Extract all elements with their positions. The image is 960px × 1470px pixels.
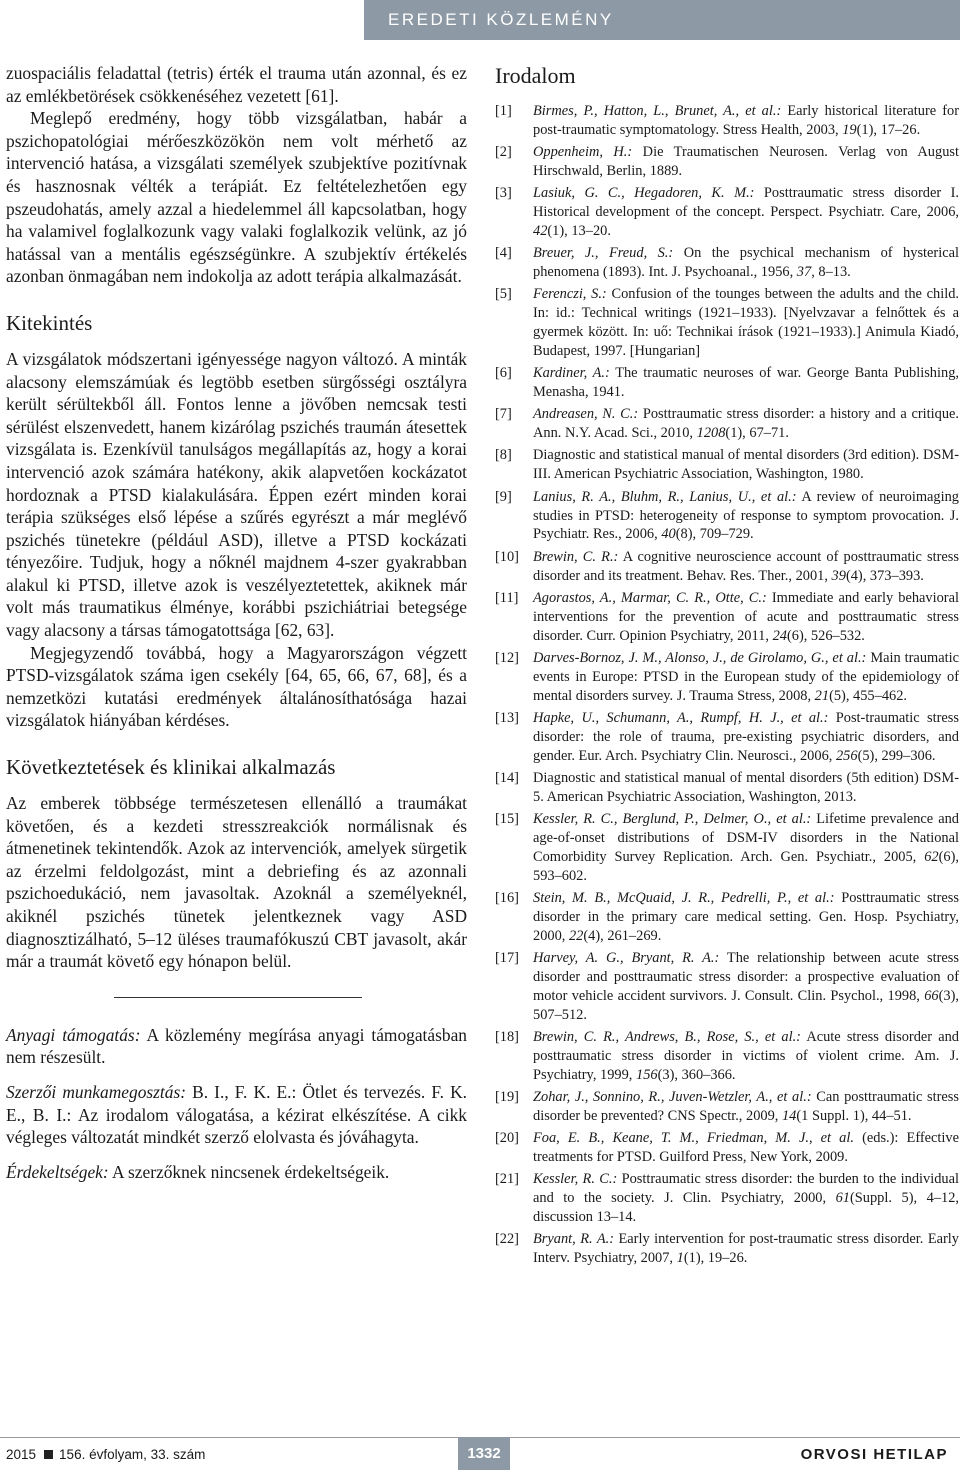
footer-issue-info xyxy=(6,1447,205,1462)
reference-item xyxy=(495,143,959,181)
reference-item xyxy=(495,1028,959,1085)
authors-text: B. I., F. K. E.: Ötlet és tervezés. F. K. E., B. I.: Az irodalom válogatása, a kézirat elkészítése. A cikk végleges változatát mindkét szerző elolvasta és jóváhagyta. xyxy=(6,1081,467,1148)
reference-authors: Bryant, R. A.: xyxy=(533,1230,615,1247)
reference-body: Posttraumatic stress disorder in the primary care medical setting. Gen. Hosp. Psychiatry, 2000, xyxy=(533,889,959,944)
reference-text xyxy=(533,769,959,807)
reference-pages: (4), 261–269. xyxy=(583,927,662,944)
reference-number: [22] xyxy=(495,1230,519,1247)
reference-volume: 40 xyxy=(661,526,676,543)
reference-text xyxy=(533,1028,959,1085)
reference-item xyxy=(495,244,959,282)
reference-body: On the psychical mechanism of hysterical phenomena (1893). Int. J. Psychoanal., 1956, xyxy=(533,245,959,281)
reference-number: [3] xyxy=(495,185,512,202)
reference-pages: (3), 507–512. xyxy=(533,987,959,1023)
reference-body: Main traumatic events in Europe: PTSD in the European study of the epidemiology of mental disorders survey. J. Trauma Stress, 2008, xyxy=(533,649,959,704)
reference-authors: Harvey, A. G., Bryant, R. A.: xyxy=(533,949,720,966)
reference-text xyxy=(533,446,959,484)
reference-item xyxy=(495,769,959,807)
reference-item xyxy=(495,285,959,361)
reference-authors: Darves-Bornoz, J. M., Alonso, J., de Girolamo, G., et al.: xyxy=(533,649,867,666)
reference-number: [9] xyxy=(495,488,512,505)
reference-authors: Kardiner, A.: xyxy=(533,365,610,382)
reference-item xyxy=(495,810,959,886)
heading-kovetkeztetesek: Következtetések és klinikai alkalmazás xyxy=(6,755,336,780)
interest-text: A szerzőknek nincsenek érdekeltségeik. xyxy=(108,1161,390,1182)
references-title: Irodalom xyxy=(495,63,576,88)
reference-body: Posttraumatic stress disorder I. Historical development of the concept. Perspect. Psychiatr. Care, 2006, xyxy=(533,185,959,221)
reference-volume: 14 xyxy=(781,1107,797,1124)
paragraph-3: A vizsgálatok módszertani igényessége nagyon változó. A minták alacsony elemszámúak és legtöbb esetben sürgősségi osztályra került sérültekből áll. Fontos lenne a jövőben nemcsak testi sérülést elszenvedett, hanem kizárólag pszichés traumán átesettek vizsgálata is. Ezenkívül tanulságos megállapítás az, hogy a korai intervenció azok számára hatékony, akik alapvetően kockázatot hordoznak a PTSD kialakulására. Éppen ezért minden korai terápia szükséges első lépése a szűrés egyrészt a már meglévő pszichés tünetekre (például ASD), illetve a PTSD kockázati tényezőire. Tudjuk, hogy a nőknél majdnem 4-szer gyakrabban alakul ki PTSD, illetve azok is veszélyeztetettek, akiknek már volt más traumatikus élménye, korábbi pszichiátriai betegsége vagy alacsony a társas támogatottsága [62, 63]. xyxy=(6,348,467,641)
reference-item xyxy=(495,1230,959,1268)
reference-number: [13] xyxy=(495,709,519,726)
reference-authors: Andreasen, N. C.: xyxy=(533,406,639,423)
reference-text xyxy=(533,184,959,241)
section-header-bar xyxy=(364,0,960,40)
reference-body: Posttraumatic stress disorder: the burden to the individual and to the society. J. Clin. Psychiatry, 2000, xyxy=(533,1170,959,1206)
reference-authors: Hapke, U., Schumann, A., Rumpf, H. J., et al.: xyxy=(533,709,829,726)
reference-authors: Ferenczi, S.: xyxy=(533,286,607,303)
funding-note xyxy=(6,1024,467,1069)
reference-pages: (6), 526–532. xyxy=(786,627,865,644)
reference-volume: 61 xyxy=(835,1189,850,1206)
funding-label: Anyagi támogatás: xyxy=(6,1024,141,1045)
reference-volume: 62 xyxy=(924,848,939,865)
page-footer xyxy=(0,1437,960,1470)
reference-number: [7] xyxy=(495,406,512,423)
reference-body: Die Traumatischen Neurosen. Verlag von August Hirschwald, Berlin, 1889. xyxy=(533,144,959,180)
reference-text xyxy=(533,244,959,282)
authors-note xyxy=(6,1081,467,1149)
reference-item xyxy=(495,548,959,586)
reference-pages: (1), 19–26. xyxy=(683,1249,748,1266)
reference-item xyxy=(495,589,959,646)
paragraph-4: Megjegyzendő továbbá, hogy a Magyarországon végzett PTSD-vizsgálatok száma igen csekély [64, 65, 66, 67, 68], és a nemzetközi kutatási eredmények általánosíthatósága hazai vizsgálatok hiányában kérdéses. xyxy=(6,642,467,731)
reference-number: [6] xyxy=(495,365,512,382)
paragraph-2: Meglepő eredmény, hogy több vizsgálatban, habár a pszichopatológiai mérőeszközökön nem volt mérhető az intervenció hatása, a vizsgálati személyek szubjektíve pozitívnak és hasznosnak vélték a terápiát. Ez feltételezhetően egy pszeudohatás, amely azzal a hiedelemmel áll kapcsolatban, hogy ha valamivel foglalkozunk vagy valaki foglalkozik velünk, az jó hatással van a mentális egészségünkre. A szubjektív értékelés azonban önmagában nem indokolja az adott terápia alkalmazását. xyxy=(6,108,467,287)
reference-text xyxy=(533,1230,959,1268)
reference-body: The relationship between acute stress disorder and posttraumatic stress disorder: a prospective evaluation of motor vehicle accident survivors. J. Consult. Clin. Psychol., 1998, xyxy=(533,949,959,1004)
reference-volume: 39 xyxy=(831,567,846,584)
reference-authors: Birmes, P., Hatton, L., Brunet, A., et al.: xyxy=(533,103,782,119)
reference-body: Lifetime prevalence and age-of-onset distributions of DSM-IV disorders in the National Comorbidity Survey Replication. Arch. Gen. Psychiatr., 2005, xyxy=(533,810,959,865)
reference-text xyxy=(533,405,959,443)
reference-body: Early historical literature for post-traumatic symptomatology. Stress Health, 2003, xyxy=(533,103,959,138)
reference-pages: (3), 360–366. xyxy=(657,1066,736,1083)
reference-pages: (1), 67–71. xyxy=(725,425,789,442)
reference-text xyxy=(533,889,959,946)
reference-number: [19] xyxy=(495,1088,519,1105)
reference-text xyxy=(533,364,959,402)
reference-number: [20] xyxy=(495,1129,519,1146)
reference-body: (eds.): Effective treatments for PTSD. Guilford Press, New York, 2009. xyxy=(533,1129,960,1165)
right-column xyxy=(495,62,959,1271)
reference-body: Immediate and early behavioral interventions for the prevention of acute and posttraumatic stress disorder. Curr. Opinion Psychiatry, 2011, xyxy=(533,589,959,644)
reference-number: [17] xyxy=(495,949,519,966)
reference-item xyxy=(495,1129,959,1167)
reference-body: Confusion of the tounges between the adults and the child. In: id.: Technical writings (1921–1933). [Nyelvzavar a felnőttek és a gyermek között. In: uő: Technikai írások (1921–1933).] Animula Kiadó, Budapest, 1997. [Hungarian] xyxy=(533,286,960,360)
reference-body: A review of neuroimaging studies in PTSD: heterogeneity of response to symptom provocation. J. Psychiatr. Res., 2006, xyxy=(533,488,959,543)
reference-item xyxy=(495,446,959,484)
reference-volume: 22 xyxy=(568,927,584,944)
reference-authors: Stein, M. B., McQuaid, J. R., Pedrelli, P., et al.: xyxy=(533,889,835,906)
reference-body: Posttraumatic stress disorder: a history and a critique. Ann. N.Y. Acad. Sci., 2010, xyxy=(533,406,959,442)
reference-number: [4] xyxy=(495,245,512,262)
reference-number: [12] xyxy=(495,649,519,666)
reference-text xyxy=(533,285,959,361)
reference-pages: (1), 17–26. xyxy=(856,121,921,138)
reference-item xyxy=(495,1170,959,1227)
reference-authors: Lanius, R. A., Bluhm, R., Lanius, U., et al.: xyxy=(533,488,797,505)
reference-pages: (8), 709–729. xyxy=(675,526,754,543)
reference-volume: 21 xyxy=(814,687,830,704)
reference-volume: 24 xyxy=(772,627,787,644)
reference-item xyxy=(495,102,959,140)
reference-pages: (6), 593–602. xyxy=(533,848,959,884)
reference-body: Can posttraumatic stress disorder be prevented? CNS Spectr., 2009, xyxy=(533,1088,960,1124)
reference-item xyxy=(495,649,959,706)
reference-body: Acute stress disorder and posttraumatic stress disorder in victims of violent crime. Am. J. Psychiatry, 1999, xyxy=(533,1028,959,1083)
reference-pages: (Suppl. 5), 4–12, discussion 13–14. xyxy=(533,1189,960,1225)
reference-text xyxy=(533,143,959,181)
footer-issue: 156. évfolyam, 33. szám xyxy=(59,1447,206,1462)
paragraph-1: zuospaciális feladattal (tetris) érték el trauma után azonnal, és ez az emlékbetörések csökkenéséhez vezetett [61]. xyxy=(6,63,467,106)
page-number: 1332 xyxy=(458,1437,510,1470)
reference-number: [18] xyxy=(495,1028,519,1045)
reference-volume: 1 xyxy=(676,1249,684,1266)
interest-label: Érdekeltségek: xyxy=(6,1161,109,1182)
reference-number: [11] xyxy=(495,589,519,606)
reference-body: The traumatic neuroses of war. George Banta Publishing, Menasha, 1941. xyxy=(533,365,959,401)
reference-authors: Breuer, J., Freud, S.: xyxy=(533,245,674,262)
reference-authors: Kessler, R. C., Berglund, P., Delmer, O., et al.: xyxy=(533,810,812,827)
reference-item xyxy=(495,949,959,1025)
square-bullet-icon xyxy=(44,1450,53,1459)
reference-item xyxy=(495,889,959,946)
authors-label: Szerzői munkamegosztás: xyxy=(6,1081,187,1102)
reference-volume: 37 xyxy=(796,264,812,281)
reference-text xyxy=(533,1129,959,1167)
reference-list xyxy=(495,102,959,1268)
reference-item xyxy=(495,488,959,545)
reference-pages: , 8–13. xyxy=(811,264,851,281)
left-column xyxy=(6,62,467,1183)
reference-pages: (5), 299–306. xyxy=(857,747,936,764)
reference-volume: 156 xyxy=(636,1066,658,1083)
reference-body: Diagnostic and statistical manual of mental disorders (5th edition) DSM-5. American Psychiatric Association, Washington, 2013. xyxy=(533,769,959,805)
reference-body: Post-traumatic stress disorder: the role of trauma, pre-existing psychiatric disorders, and gender. Eur. Arch. Psychiatry Clin. Neurosci., 2006, xyxy=(533,709,959,764)
reference-pages: (4), 373–393. xyxy=(845,567,924,584)
reference-number: [16] xyxy=(495,889,519,906)
reference-body: Early intervention for post-traumatic stress disorder. Early Interv. Psychiatry, 2007, xyxy=(533,1230,959,1266)
footer-year: 2015 xyxy=(6,1447,37,1462)
reference-volume: 66 xyxy=(924,987,939,1004)
reference-authors: Agorastos, A., Marmar, C. R., Otte, C.: xyxy=(533,589,767,606)
reference-body: A cognitive neuroscience account of posttraumatic stress disorder and its treatment. Behav. Res. Ther., 2001, xyxy=(533,548,959,584)
reference-authors: Brewin, C. R.: xyxy=(533,548,619,565)
reference-number: [21] xyxy=(495,1170,519,1187)
reference-authors: Kessler, R. C.: xyxy=(533,1170,618,1187)
reference-volume: 1208 xyxy=(696,425,726,442)
reference-number: [2] xyxy=(495,144,512,161)
reference-text xyxy=(533,589,959,646)
reference-authors: Oppenheim, H.: xyxy=(533,144,633,161)
reference-number: [8] xyxy=(495,447,512,464)
reference-volume: 42 xyxy=(533,223,548,240)
reference-authors: Lasiuk, G. C., Hegadoren, K. M.: xyxy=(533,185,755,202)
reference-text xyxy=(533,649,959,706)
reference-authors: Brewin, C. R., Andrews, B., Rose, S., et al.: xyxy=(533,1028,801,1045)
reference-item xyxy=(495,364,959,402)
reference-authors: Foa, E. B., Keane, T. M., Friedman, M. J., et al. xyxy=(533,1129,854,1146)
reference-item xyxy=(495,1088,959,1126)
reference-text xyxy=(533,1170,959,1227)
reference-text xyxy=(533,102,959,140)
reference-authors: Zohar, J., Sonnino, R., Juven-Wetzler, A., et al.: xyxy=(533,1088,812,1105)
reference-body: Diagnostic and statistical manual of mental disorders (3rd edition). DSM-III. American Psychiatric Association, Washington, 1980. xyxy=(533,447,959,483)
reference-text xyxy=(533,488,959,545)
reference-item xyxy=(495,709,959,766)
section-label: EREDETI KÖZLEMÉNY xyxy=(388,10,614,29)
reference-pages: (5), 455–462. xyxy=(829,687,908,704)
paragraph-5: Az emberek többsége természetesen ellenálló a traumákat követően, és a kezdeti stresszreakciók normálisnak és átmenetinek tekintendők. Azok az intervenciók, amelyek sürgetik az érzelmi feldolgozást, mint a debriefing és az azonnali pszichoedukáció, nem javasoltak. Azoknál a személyeknél, akiknél pszichés tünetek jelentkeznek vagy ASD diagnosztizálható, 5–12 üléses traumafókuszú CBT javasolt, akár már a traumát követő egy hónapon belül. xyxy=(6,793,467,972)
interest-note xyxy=(6,1161,467,1184)
reference-number: [1] xyxy=(495,103,512,119)
reference-item xyxy=(495,184,959,241)
reference-text xyxy=(533,810,959,886)
reference-text xyxy=(533,1088,959,1126)
reference-number: [14] xyxy=(495,769,519,786)
reference-text xyxy=(533,548,959,586)
reference-pages: (1 Suppl. 1), 44–51. xyxy=(796,1107,912,1124)
journal-name: ORVOSI HETILAP xyxy=(800,1446,948,1463)
reference-text xyxy=(533,709,959,766)
separator-line xyxy=(114,997,362,998)
reference-volume: 256 xyxy=(835,747,858,764)
funding-text: A közlemény megírása anyagi támogatásban nem részesült. xyxy=(6,1024,467,1068)
reference-text xyxy=(533,949,959,1025)
reference-number: [10] xyxy=(495,548,519,565)
reference-item xyxy=(495,405,959,443)
reference-number: [15] xyxy=(495,810,519,827)
reference-pages: (1), 13–20. xyxy=(547,223,611,240)
heading-kitekintes: Kitekintés xyxy=(6,310,93,335)
reference-volume: 19 xyxy=(842,121,857,138)
reference-number: [5] xyxy=(495,286,512,303)
